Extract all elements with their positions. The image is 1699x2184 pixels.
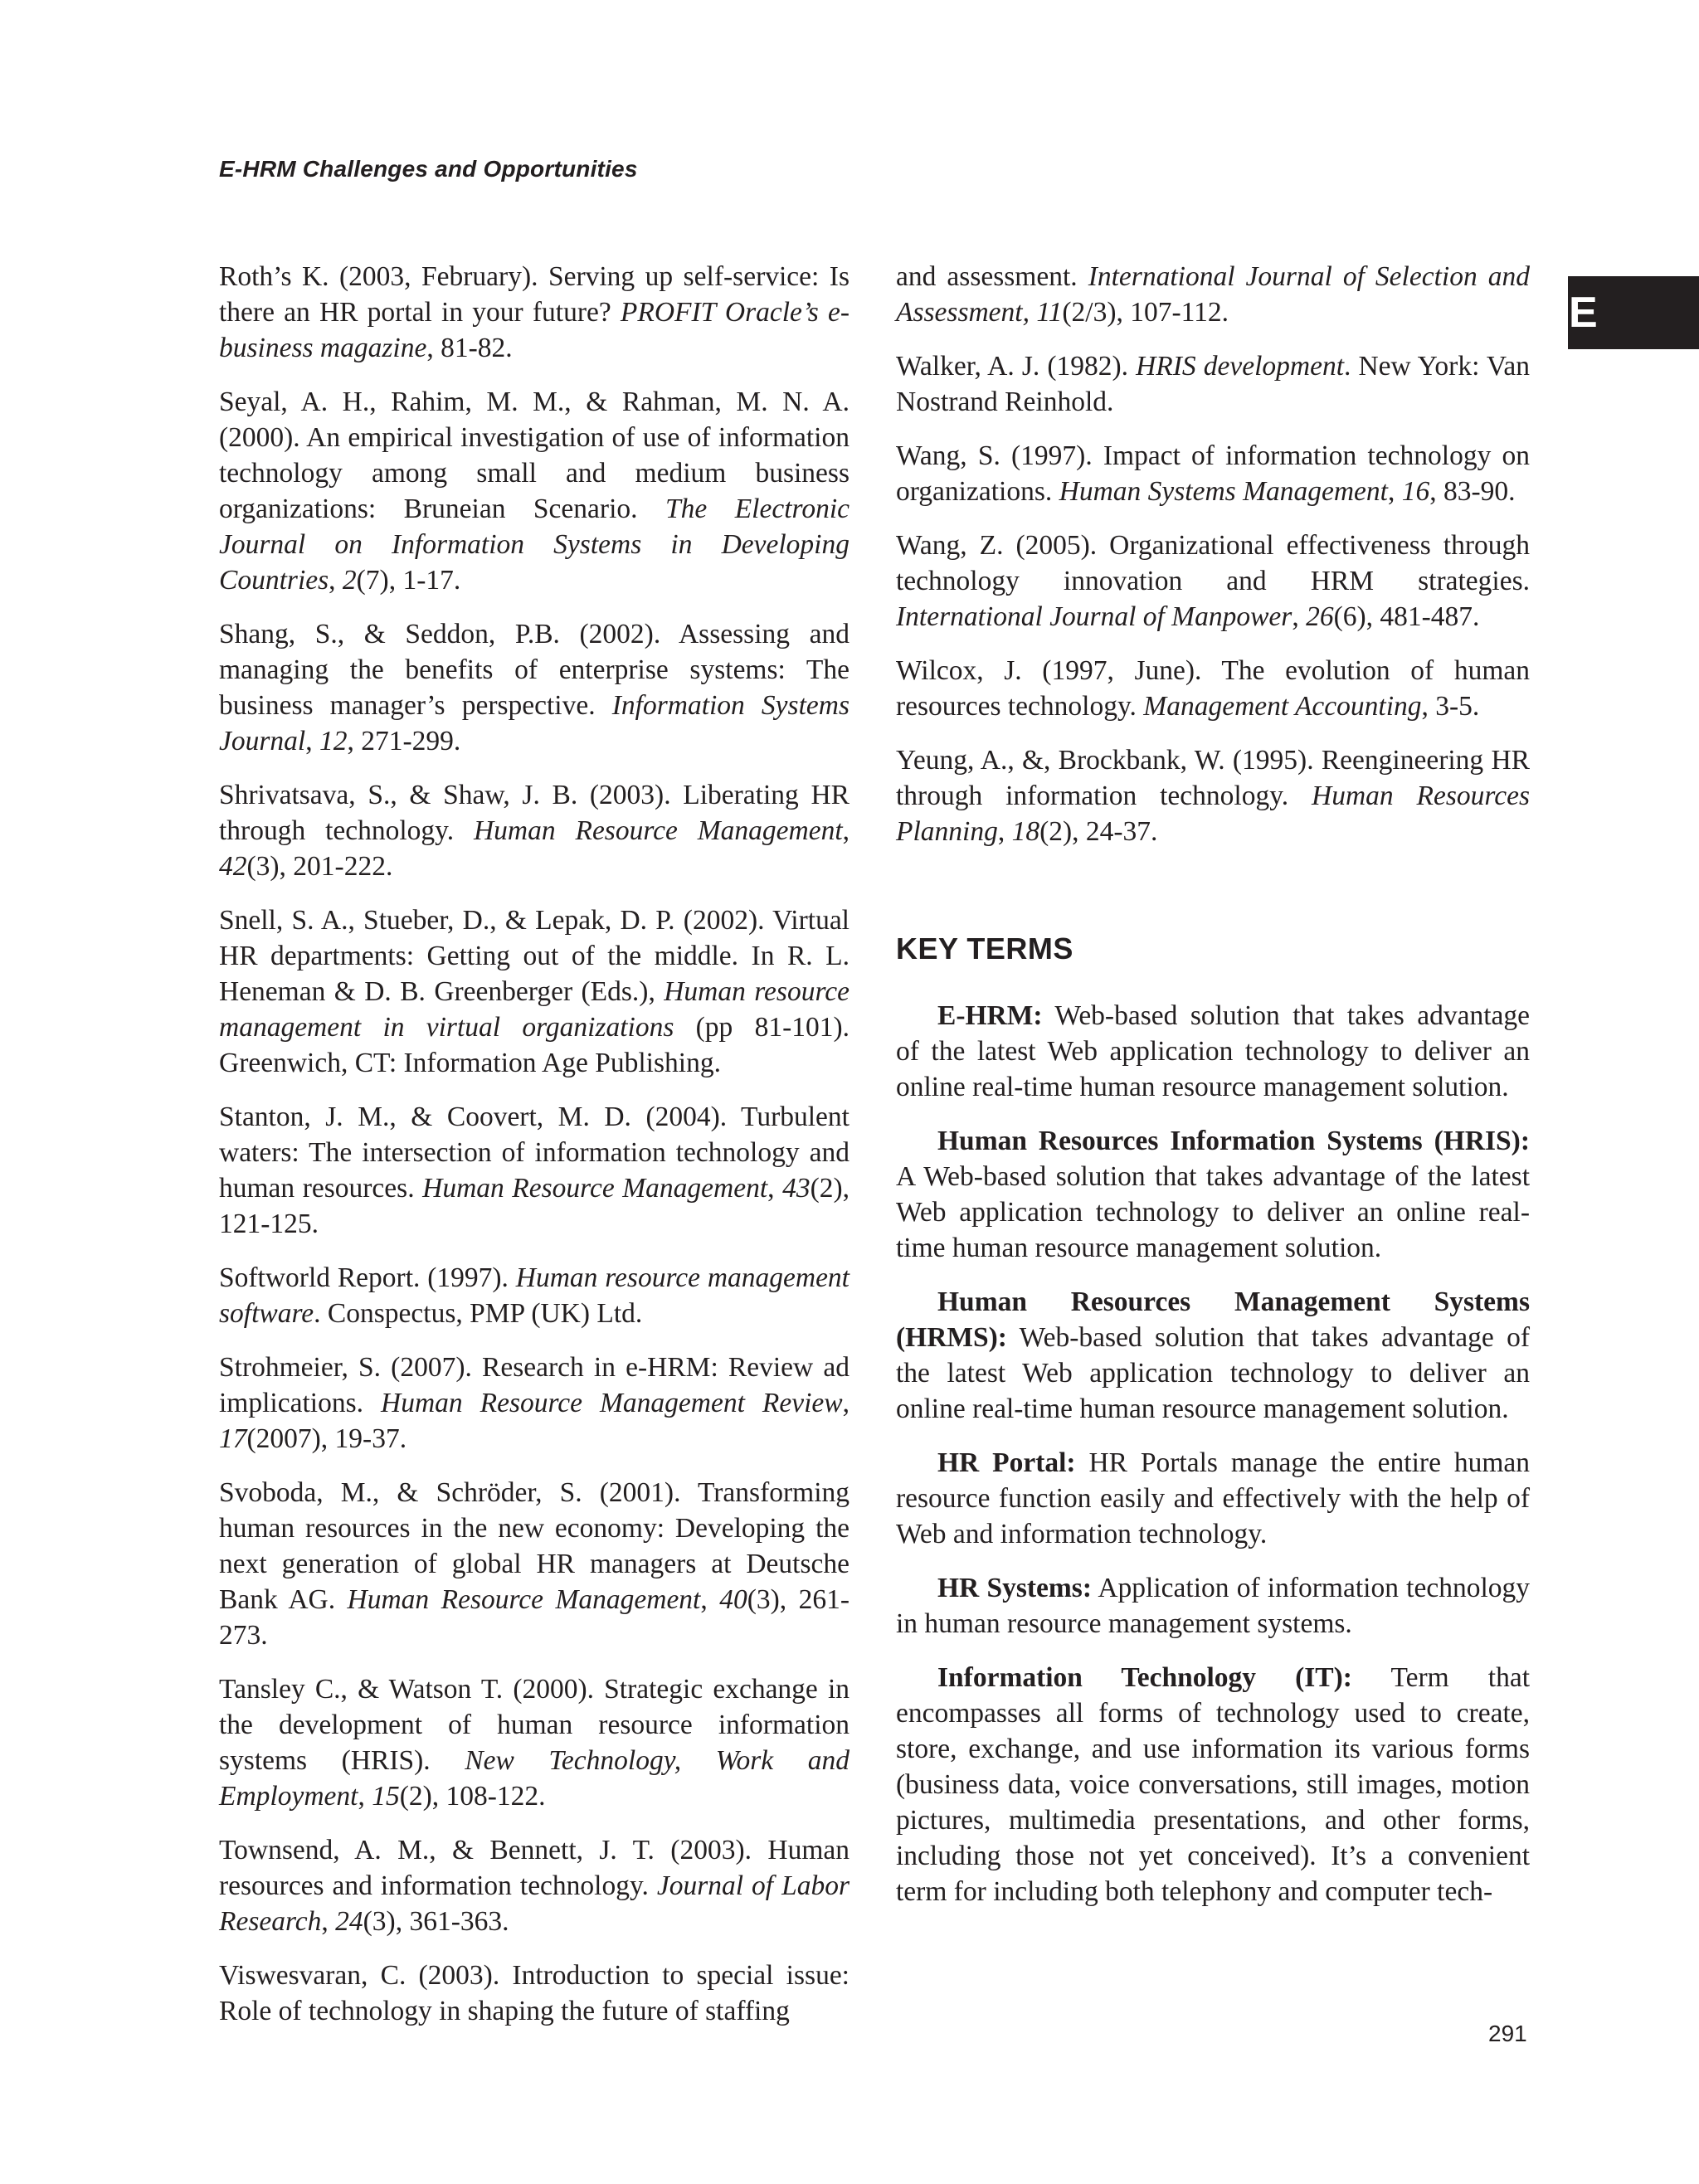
reference-entry	[219, 777, 850, 884]
reference-entry	[896, 259, 1530, 330]
reference-text: (2/3), 107-112.	[1062, 297, 1229, 328]
reference-italic-text: Journal of Labor Research	[219, 1870, 850, 1937]
key-term-entry	[896, 1284, 1530, 1427]
reference-text: , 83-90.	[1429, 476, 1516, 507]
key-terms-heading: KEY TERMS	[896, 931, 1073, 966]
reference-entry	[896, 438, 1530, 509]
reference-italic-text: International Journal of Selection and Assessment, 11	[896, 261, 1530, 328]
reference-text: Shrivatsava, S., & Shaw, J. B. (2003). Liberating HR through technology.	[219, 780, 850, 846]
references-right-list	[896, 259, 1530, 849]
reference-text: ,	[321, 1906, 336, 1937]
key-term-entry	[896, 1660, 1530, 1909]
reference-italic-text: Human Resource Management	[347, 1584, 701, 1615]
reference-italic-text: 43	[782, 1173, 811, 1204]
reference-entry	[219, 902, 850, 1081]
reference-text: Shang, S., & Seddon, P.B. (2002). Assessing and managing the benefits of enterprise systems: The business manager’s perspective.	[219, 619, 850, 721]
reference-text: Viswesvaran, C. (2003). Introduction to special issue: Role of technology in shaping the future of staffing	[219, 1960, 850, 2026]
reference-text: Yeung, A., &, Brockbank, W. (1995). Reengineering HR through information technology.	[896, 745, 1530, 811]
reference-entry	[219, 1099, 850, 1242]
page-number: 291	[1488, 2021, 1527, 2046]
key-term-name: Information Technology (IT):	[937, 1662, 1352, 1693]
key-term-entry	[896, 1570, 1530, 1642]
reference-text: ,	[997, 816, 1012, 847]
reference-text: , 81-82.	[426, 333, 513, 363]
reference-italic-text: 18	[1011, 816, 1040, 847]
reference-italic-text: Human Resource Management	[473, 815, 843, 846]
reference-italic-text: Human Resource Management Review	[381, 1388, 843, 1418]
right-column	[896, 259, 1530, 1928]
reference-text: (3), 361-363.	[363, 1906, 509, 1937]
reference-text: . New York: Van Nostrand Reinhold.	[896, 351, 1530, 417]
reference-text: and assessment.	[896, 261, 1088, 292]
reference-text: ,	[329, 565, 343, 596]
reference-text: ,	[1292, 601, 1307, 632]
reference-entry	[219, 1475, 850, 1653]
reference-entry	[219, 384, 850, 598]
reference-entry	[896, 653, 1530, 724]
reference-text: (7), 1-17.	[356, 565, 461, 596]
key-term-name: HR Portal:	[937, 1447, 1076, 1478]
reference-entry	[219, 1958, 850, 2029]
reference-italic-text: Human Resources Planning	[896, 781, 1530, 847]
reference-text: Stanton, J. M., & Coovert, M. D. (2004). Turbulent waters: The intersection of information technology and human resources.	[219, 1102, 850, 1204]
key-term-name: Human Resources Information Systems (HRIS):	[937, 1126, 1530, 1156]
reference-text: Tansley C., & Watson T. (2000). Strategic exchange in the development of human resource information systems (HRIS).	[219, 1674, 850, 1776]
reference-text: ,	[767, 1173, 783, 1204]
key-term-entry	[896, 998, 1530, 1105]
reference-entry	[219, 1832, 850, 1939]
reference-italic-text: International Journal of Manpower	[896, 601, 1293, 632]
reference-text: (pp 81-101). Greenwich, CT: Information Age Publishing.	[219, 1012, 850, 1078]
reference-italic-text: 2	[342, 565, 357, 596]
reference-text: (2), 108-122.	[399, 1781, 546, 1812]
reference-text: (2), 24-37.	[1039, 816, 1158, 847]
key-term-definition: HR Portals manage the entire human resource function easily and effectively with the help of Web and information technology.	[896, 1447, 1531, 1549]
reference-text: (3), 261-273.	[219, 1584, 850, 1651]
reference-text: (2), 121-125.	[219, 1173, 850, 1239]
reference-italic-text: PROFIT Oracle’s e-business magazine	[219, 297, 850, 363]
reference-entry	[219, 616, 850, 759]
reference-text: (2007), 19-37.	[246, 1423, 407, 1454]
reference-italic-text: HRIS development	[1136, 351, 1345, 382]
reference-text: (3), 201-222.	[246, 851, 393, 882]
reference-italic-text: Human Resource Management	[422, 1173, 768, 1204]
key-term-definition: Application of information technology in human resource management systems.	[896, 1573, 1531, 1639]
reference-text: Townsend, A. M., & Bennett, J. T. (2003). Human resources and information technology.	[219, 1835, 850, 1901]
reference-italic-text: 16	[1401, 476, 1430, 507]
reference-entry	[219, 1260, 850, 1331]
reference-text: Svoboda, M., & Schröder, S. (2001). Transforming human resources in the new economy: Developing the next generation of global HR managers at Deutsche Bank AG.	[219, 1477, 850, 1615]
running-header-title: E-HRM Challenges and Opportunities	[219, 156, 638, 182]
reference-text: ,	[700, 1584, 720, 1615]
key-term-name: HR Systems:	[937, 1573, 1092, 1603]
references-left-column	[219, 259, 850, 2047]
key-term-name: E-HRM:	[937, 1000, 1043, 1031]
reference-text: Walker, A. J. (1982).	[896, 351, 1137, 382]
reference-italic-text: Information Systems Journal	[219, 690, 850, 756]
reference-italic-text: 17	[219, 1423, 247, 1454]
key-term-entry	[896, 1445, 1530, 1552]
key-term-definition: Term that encompasses all forms of technology used to create, store, exchange, and use information its various forms (business data, voice conversations, still images, motion pictures, multimedia presentations, and other forms, including those not yet conceived). It’s a convenient term for including both telephony and computer tech-	[896, 1662, 1530, 1907]
reference-italic-text: New Technology, Work and Employment	[219, 1745, 850, 1812]
reference-italic-text: 40	[719, 1584, 747, 1615]
reference-italic-text: Human resource management in virtual organizations	[219, 976, 850, 1043]
reference-text: Wang, Z. (2005). Organizational effectiveness through technology innovation and HRM strategies.	[896, 530, 1530, 596]
key-term-name: Human Resources Management Systems (HRMS):	[896, 1287, 1530, 1353]
key-term-definition: Web-based solution that takes advantage of the latest Web application technology to deliver an online real-time human resource management solution.	[896, 1000, 1530, 1102]
reference-text: Wilcox, J. (1997, June). The evolution of human resources technology.	[896, 655, 1530, 722]
reference-text: ,	[842, 815, 850, 846]
reference-italic-text: 15	[372, 1781, 400, 1812]
reference-italic-text: Management Accounting	[1143, 691, 1422, 722]
key-term-definition: A Web-based solution that takes advantage of the latest Web application technology to deliver an online real-time human resource management solution.	[896, 1161, 1530, 1263]
reference-italic-text: Human resource management software	[219, 1262, 850, 1329]
reference-italic-text: 42	[219, 851, 247, 882]
reference-text: ,	[1387, 476, 1402, 507]
reference-italic-text: The Electronic Journal on Information Systems in Developing Countries	[219, 494, 850, 596]
reference-text: , 271-299.	[347, 726, 461, 756]
reference-italic-text: Human Systems Management	[1059, 476, 1388, 507]
reference-italic-text: 24	[335, 1906, 363, 1937]
reference-entry	[219, 1671, 850, 1814]
reference-text: Roth’s K. (2003, February). Serving up self-service: Is there an HR portal in your future?	[219, 261, 850, 328]
reference-text: Softworld Report. (1997).	[219, 1262, 516, 1293]
reference-italic-text: 26	[1306, 601, 1334, 632]
section-tab-letter-text: E	[1569, 289, 1598, 337]
reference-text: ,	[842, 1388, 850, 1418]
reference-text: Wang, S. (1997). Impact of information technology on organizations.	[896, 440, 1530, 507]
reference-entry	[896, 348, 1530, 420]
key-term-definition: Web-based solution that takes advantage of the latest Web application technology to deliver an online real-time human resource management solution.	[896, 1322, 1530, 1424]
reference-text: , 3-5.	[1421, 691, 1480, 722]
reference-text: Snell, S. A., Stueber, D., & Lepak, D. P. (2002). Virtual HR departments: Getting out of the middle. In R. L. Heneman & D. B. Greenberger (Eds.),	[219, 905, 850, 1007]
reference-text: Seyal, A. H., Rahim, M. M., & Rahman, M. N. A. (2000). An empirical investigation of use of information technology among small and medium business organizations: Bruneian Scenario.	[219, 387, 850, 524]
reference-entry	[896, 742, 1530, 849]
key-term-entry	[896, 1123, 1530, 1266]
reference-text: . Conspectus, PMP (UK) Ltd.	[314, 1298, 643, 1329]
reference-entry	[219, 259, 850, 366]
reference-entry	[219, 1350, 850, 1457]
section-tab-letter	[1568, 276, 1699, 349]
reference-text: ,	[358, 1781, 372, 1812]
reference-text: ,	[305, 726, 319, 756]
reference-entry	[896, 528, 1530, 635]
reference-italic-text: 12	[319, 726, 348, 756]
key-terms-list	[896, 998, 1530, 1909]
reference-text: Strohmeier, S. (2007). Research in e-HRM: Review ad implications.	[219, 1352, 850, 1418]
reference-text: (6), 481-487.	[1333, 601, 1480, 632]
